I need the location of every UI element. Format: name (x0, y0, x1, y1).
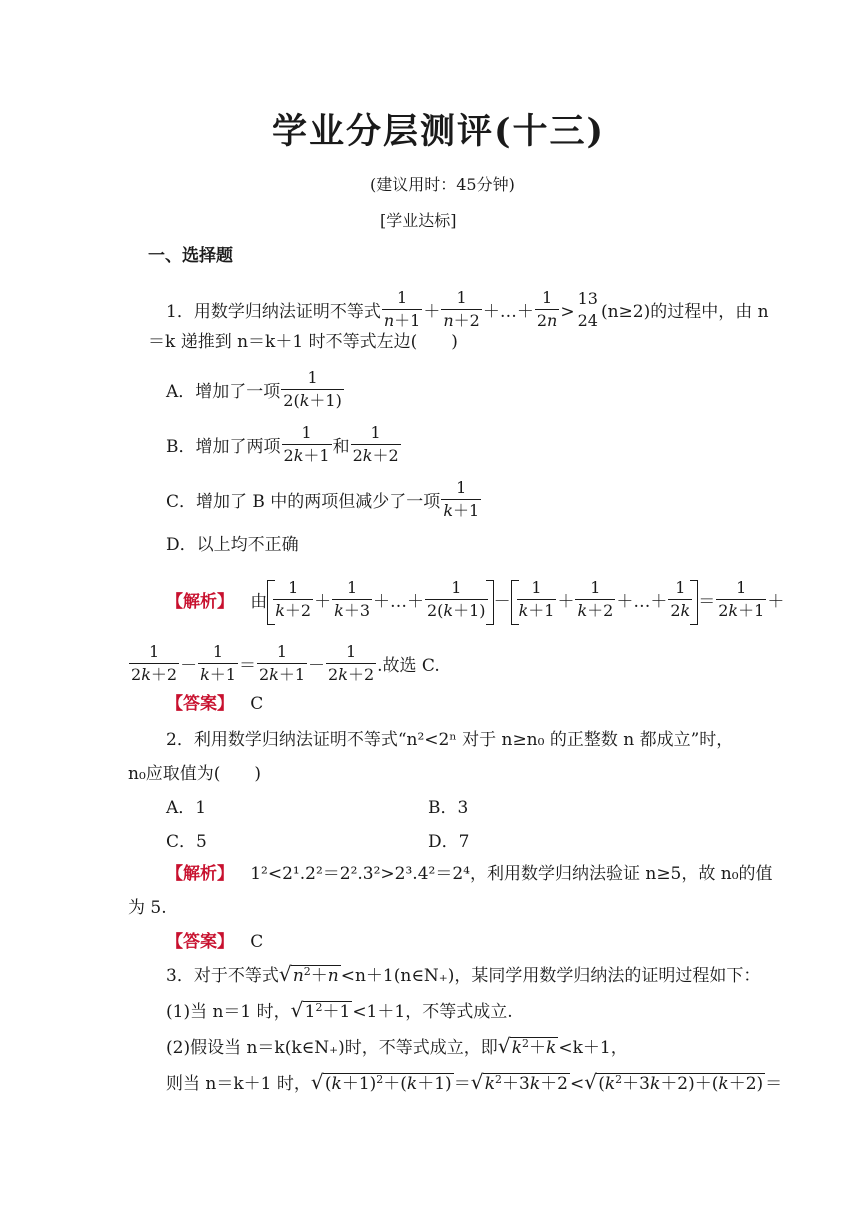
radical: √ $1^2+1$ (290, 998, 351, 1022)
analysis-tag: 【解析】 (166, 864, 234, 884)
q1-tail: (n≥2)的过程中，由 n (600, 302, 769, 322)
answer-value: C (250, 694, 264, 714)
q2-option-d: D．7 (428, 832, 470, 852)
q3-step2 (166, 1036, 628, 1060)
q3-step1 (166, 1000, 513, 1024)
fraction: $\frac{1}{2k+2}$ (352, 423, 399, 465)
q1-option-a (166, 370, 345, 415)
step2-tail: <k＋1， (558, 1038, 628, 1058)
fraction: $\frac{1}{n+2}$ (443, 288, 480, 330)
q2-option-a: A．1 (166, 798, 207, 818)
step3-lead: 则当 n＝k＋1 时， (166, 1074, 311, 1094)
q1-option-c (166, 480, 482, 525)
q1-stem-line2: ＝k 递推到 n＝k＋1 时不等式左边( ) (148, 332, 458, 352)
q1-analysis-line2: $\frac{1}{2k+2}$ － $\frac{1}{k+1}$ ＝ $\frac{1}{2k+1}$ － $\frac{1}{2k+2}$ .故选 C. (131, 642, 440, 684)
bracket-group: $\frac{1}{k+1}$ ＋ $\frac{1}{k+2}$ ＋…＋ $\frac{1}{2k}$ (511, 580, 699, 625)
q1-lead: 1．用数学归纳法证明不等式 (166, 302, 381, 322)
q3-lead: 3．对于不等式 (166, 966, 279, 986)
option-a-label: A．增加了一项 (166, 382, 281, 402)
step3-tail: ＝ (765, 1074, 783, 1094)
step2-lead: (2)假设当 n＝k(k∈N₊)时，不等式成立，即 (166, 1038, 498, 1058)
answer-tag: 【答案】 (166, 694, 234, 714)
fraction: $\frac{1}{2n}$ (536, 288, 558, 330)
page-title: 学业分层测评(十三) (272, 111, 606, 152)
q1-answer (166, 692, 263, 716)
analysis-tag: 【解析】 (166, 592, 234, 612)
q2-analysis-text: 1²<2¹.2²＝2².3²>2³.4²＝2⁴，利用数学归纳法验证 n≥5，故 n₀的值 (250, 864, 773, 884)
bracket-group: $\frac{1}{k+2}$ ＋ $\frac{1}{k+3}$ ＋…＋ $\frac{1}{2(k+1)}$ (267, 580, 493, 625)
q1-option-d: D．以上均不正确 (166, 535, 299, 555)
q3-step3: 则当 n＝k＋1 时， √ $(k+1)^2+(k+1)$ ＝ √ $k^2+3k+2$ < √ $(k^2+3k+2)+(k+2)$ ＝ (166, 1070, 783, 1094)
and-word: 和 (332, 437, 350, 457)
q1-stem-line1: 1．用数学归纳法证明不等式 $\frac{1}{n+1}$ ＋ $\frac{1}{n+2}$ ＋…＋ $\frac{1}{2n}$ > 13 24 (n≥2)的过程中，由 n (166, 288, 769, 330)
q2-option-c: C．5 (166, 832, 207, 852)
answer-tag: 【答案】 (166, 932, 234, 952)
radical: √ $k^2+k$ (497, 1034, 557, 1058)
fraction: 13 24 (577, 288, 598, 330)
radical: √ $(k^2+3k+2)+(k+2)$ (584, 1070, 764, 1094)
answer-value: C (250, 932, 264, 952)
section-heading: 一、选择题 (148, 246, 233, 266)
analysis-lead: 由 (250, 592, 268, 612)
step1-lead: (1)当 n＝1 时， (166, 1002, 291, 1022)
q1-option-b (166, 425, 402, 470)
option-b-label: B．增加了两项 (166, 437, 281, 457)
q2-answer (166, 930, 263, 954)
q2-analysis-line2: 为 5. (128, 898, 167, 918)
fraction: $\frac{1}{2k+1}$ (283, 423, 330, 465)
level-label: [学业达标] (380, 211, 457, 230)
radical: √ $k^2+3k+2$ (470, 1070, 568, 1094)
option-c-label: C．增加了 B 中的两项但减少了一项 (166, 492, 441, 512)
q3-stem (166, 964, 760, 988)
fraction: $\frac{1}{n+1}$ (383, 288, 421, 330)
fraction: $\frac{1}{k+1}$ (443, 478, 480, 520)
q2-stem-line1: 2．利用数学归纳法证明不等式“n²<2ⁿ 对于 n≥n₀ 的正整数 n 都成立”时， (166, 730, 734, 750)
analysis-end: .故选 C. (377, 656, 440, 676)
q3-tail: <n＋1(n∈N₊)，某同学用数学归纳法的证明过程如下： (340, 966, 761, 986)
q2-analysis-line1 (166, 862, 773, 886)
suggested-time: (建议用时：45分钟) (370, 175, 515, 194)
step1-tail: <1＋1，不等式成立. (352, 1002, 513, 1022)
q2-stem-line2: n₀应取值为( ) (128, 764, 262, 784)
q1-analysis-line1: 【解析】 由 $\frac{1}{k+2}$ ＋ $\frac{1}{k+3}$ ＋…＋ $\frac{1}{2(k+1)}$ － $\frac{1}{k+1}$ ＋ $\frac{1}{k+2}$ ＋…＋ $\frac{1}{2k}$ ＝ $\frac{1}{2k+1}$ ＋ (166, 580, 784, 625)
radical: √ $n^2+n$ (278, 962, 339, 986)
fraction: $\frac{1}{2(k+1)}$ (283, 368, 342, 410)
radical: √ $(k+1)^2+(k+1)$ (310, 1070, 452, 1094)
q2-option-b: B．3 (428, 798, 469, 818)
